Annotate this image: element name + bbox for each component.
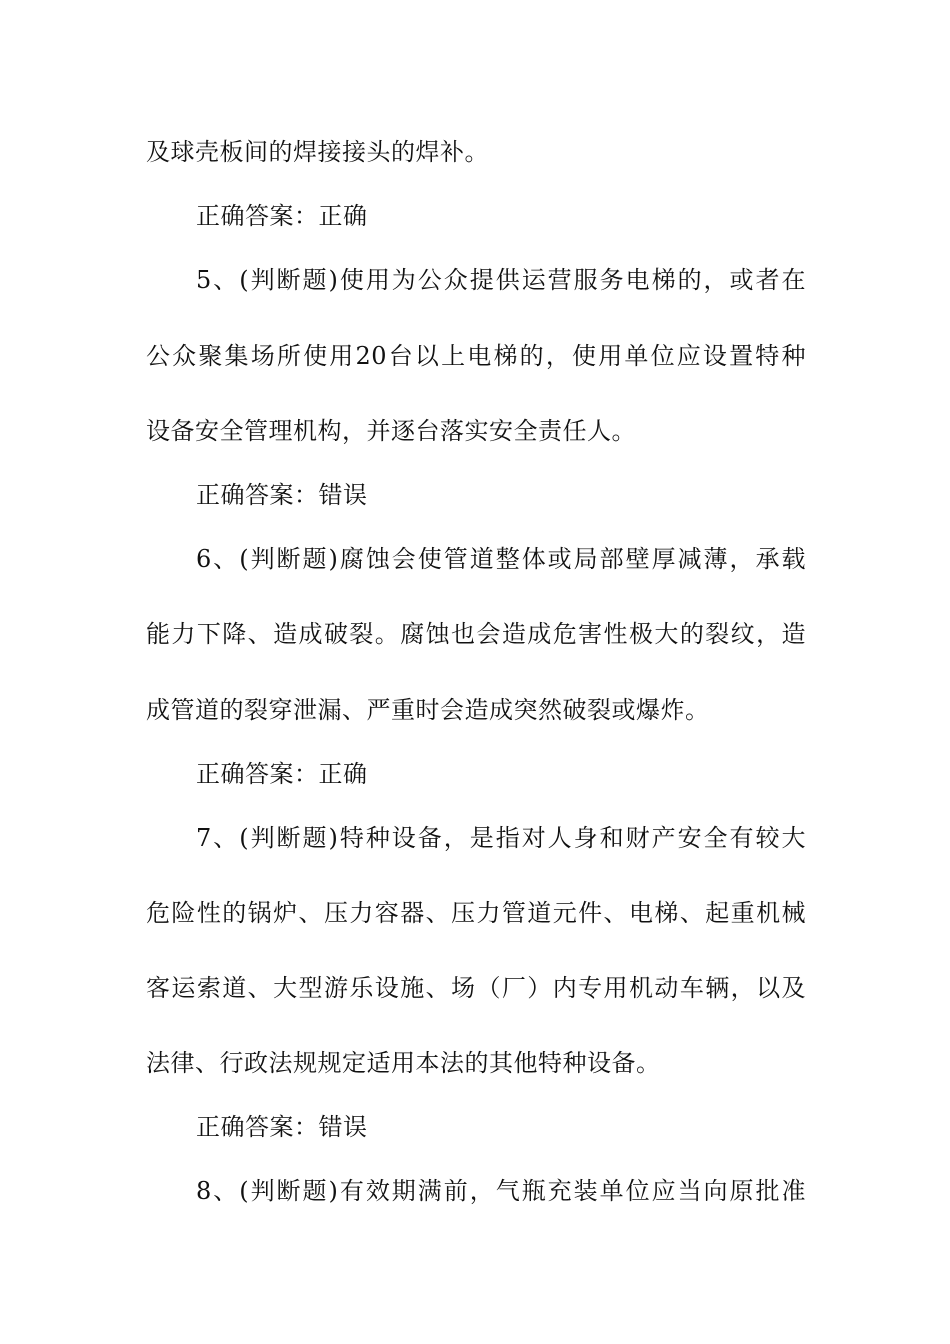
answer-line: 正确答案：错误 xyxy=(196,1113,368,1141)
answer-line: 正确答案：错误 xyxy=(196,481,368,509)
text-line: 危险性的锅炉、压力容器、压力管道元件、电梯、起重机械 xyxy=(146,899,806,927)
text-line: 及球壳板间的焊接接头的焊补。 xyxy=(146,138,489,166)
text-line: 成管道的裂穿泄漏、严重时会造成突然破裂或爆炸。 xyxy=(146,696,710,724)
text-line: 设备安全管理机构，并逐台落实安全责任人。 xyxy=(146,417,636,445)
question-line: 8、(判断题)有效期满前，气瓶充装单位应当向原批准 xyxy=(196,1177,806,1205)
question-line: 7、(判断题)特种设备，是指对人身和财产安全有较大 xyxy=(196,824,806,852)
text-line: 能力下降、造成破裂。腐蚀也会造成危害性极大的裂纹，造 xyxy=(146,620,806,648)
answer-line: 正确答案：正确 xyxy=(196,202,368,230)
text-line: 公众聚集场所使用20台以上电梯的，使用单位应设置特种 xyxy=(146,342,806,370)
question-line: 6、(判断题)腐蚀会使管道整体或局部壁厚减薄，承载 xyxy=(196,545,806,573)
text-line: 客运索道、大型游乐设施、场（厂）内专用机动车辆，以及 xyxy=(146,974,806,1002)
question-line: 5、(判断题)使用为公众提供运营服务电梯的，或者在 xyxy=(196,266,806,294)
text-line: 法律、行政法规规定适用本法的其他特种设备。 xyxy=(146,1049,661,1077)
answer-line: 正确答案：正确 xyxy=(196,760,368,788)
